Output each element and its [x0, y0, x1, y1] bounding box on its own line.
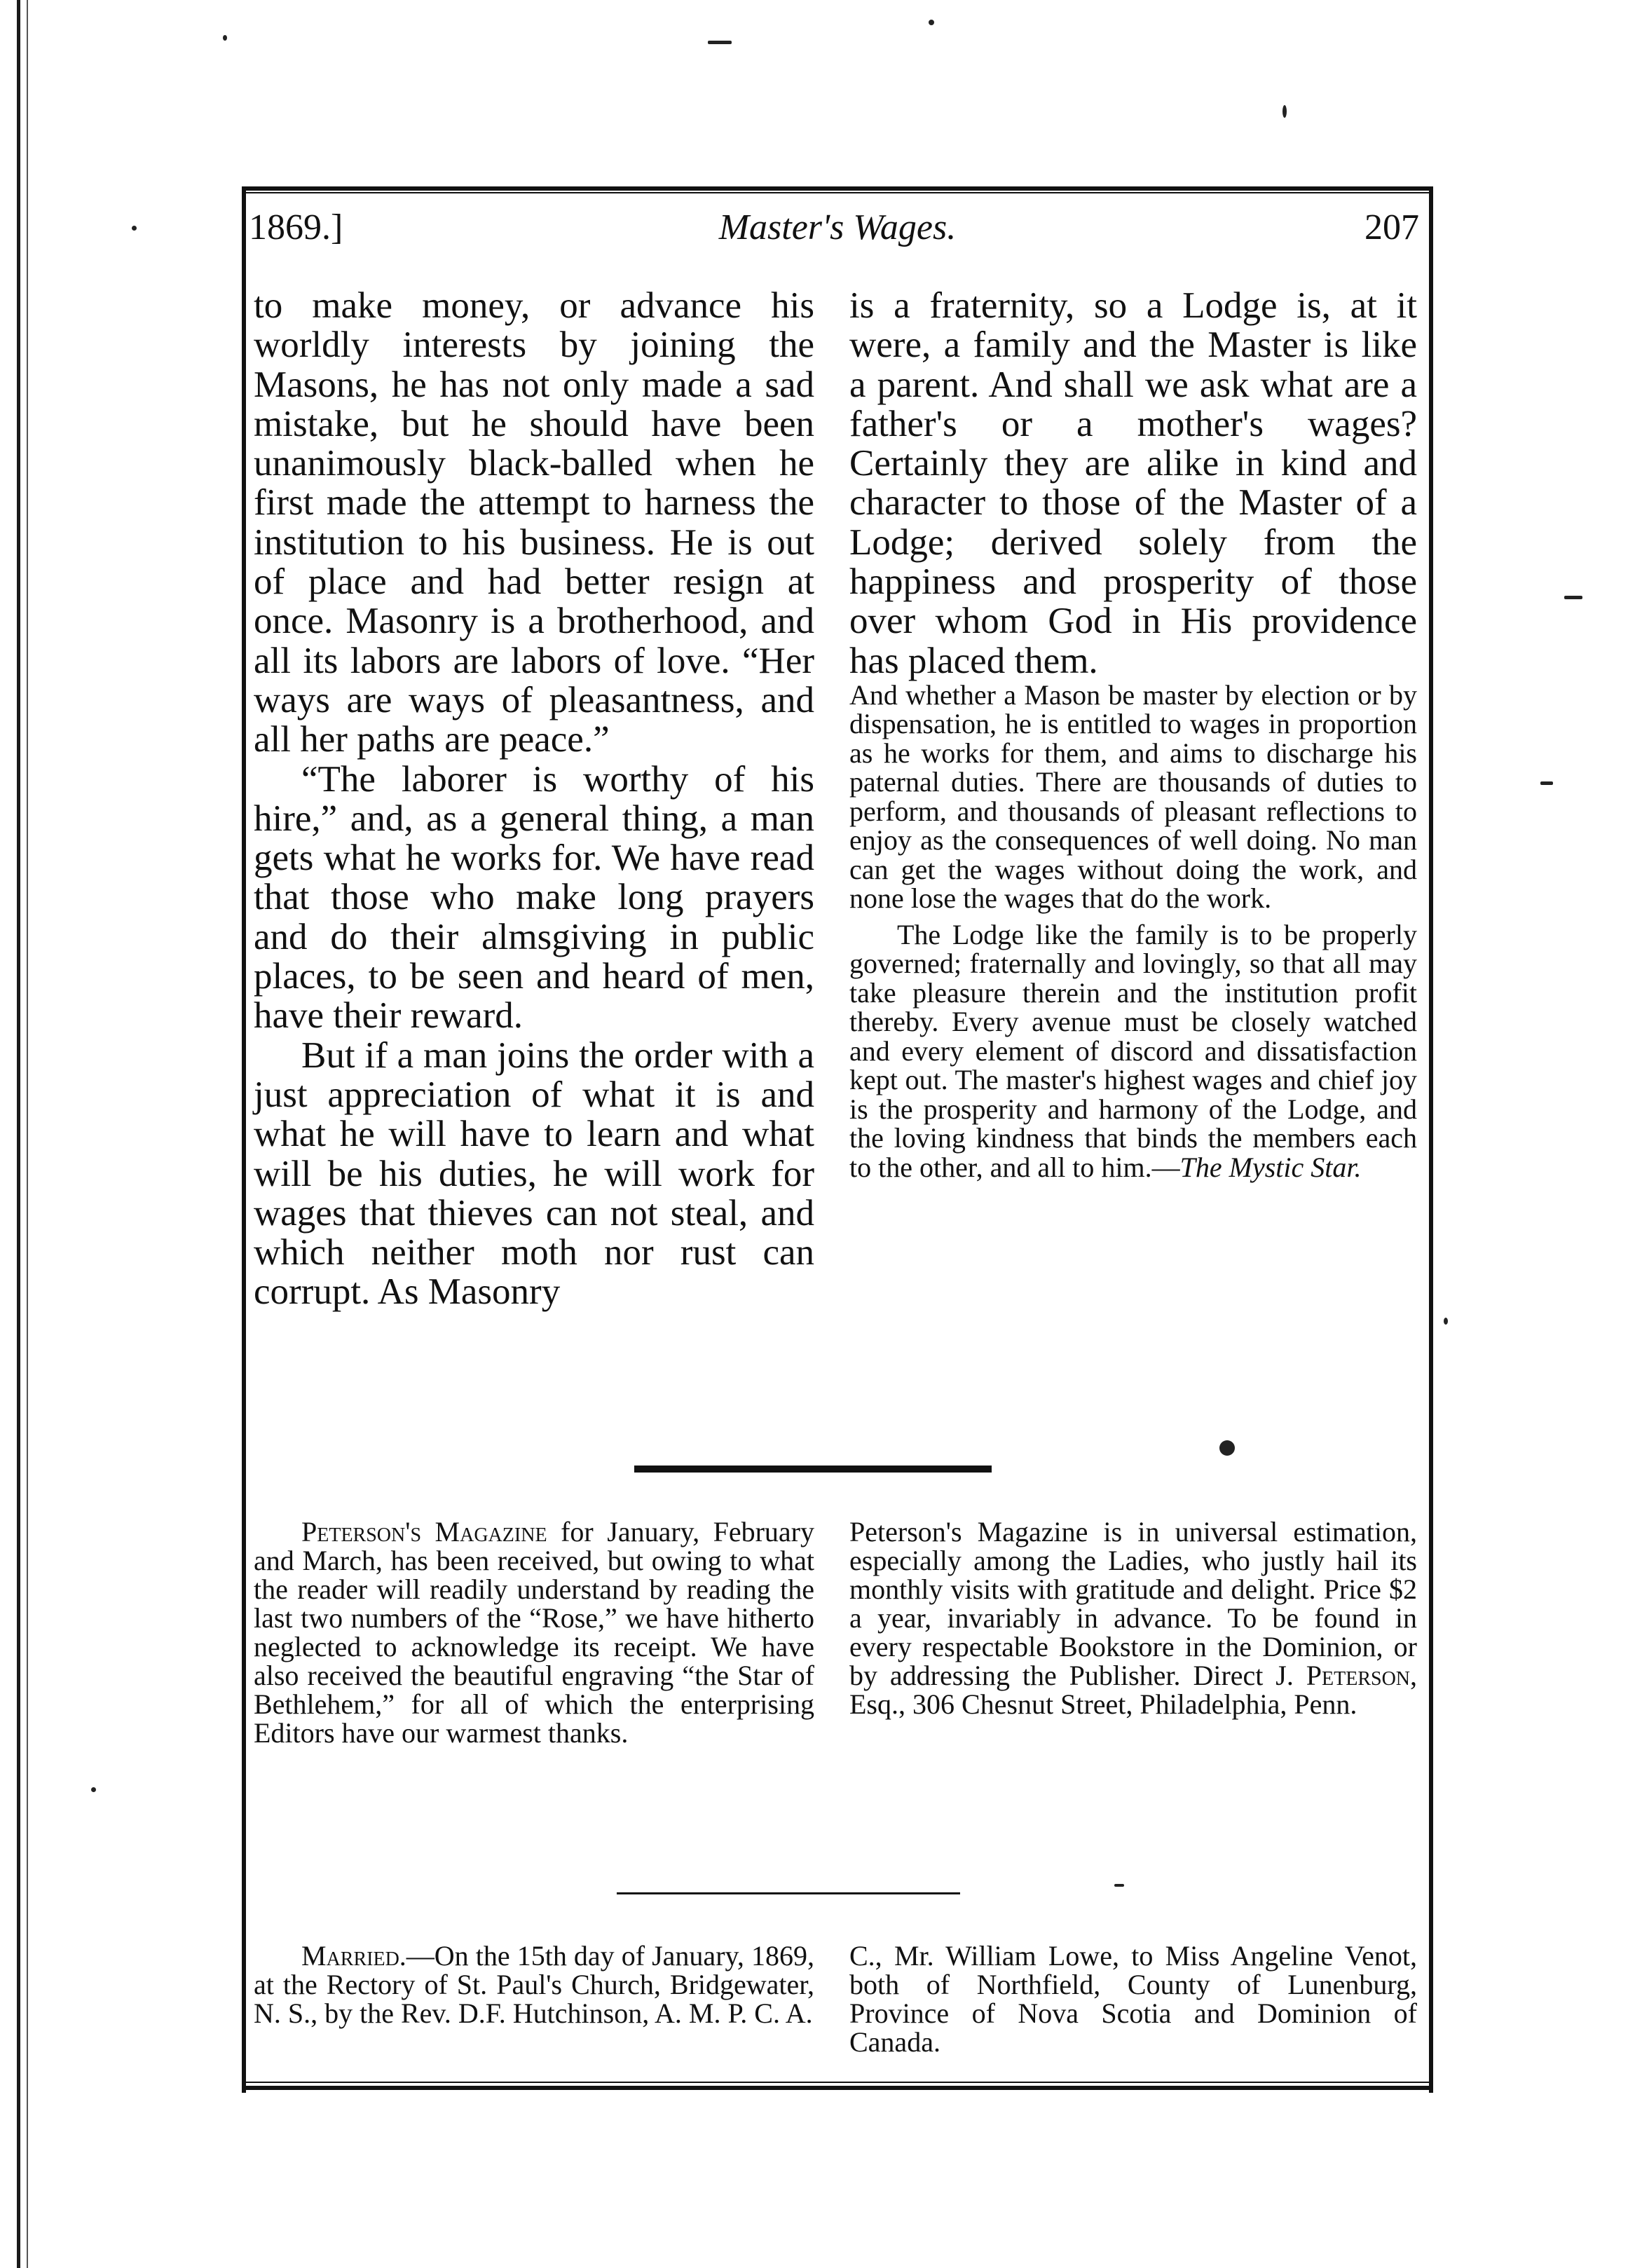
notice-paragraph: C., Mr. William Lowe, to Miss Angeline Venot, both of Northfield, County of Lunenburg, Province of Nova Scotia and Dominion of Canada.: [849, 1940, 1417, 2058]
marriage-notice-right: [849, 1941, 1417, 2056]
page-gutter-edge-inner: [27, 0, 28, 2268]
notice-paragraph: [254, 1941, 814, 2028]
section-divider: [617, 1892, 960, 1894]
article-paragraph: And whether a Mason be master by election or by dispensation, he is entitled to wages in proportion as he works for them, and aims to discharge his paternal duties. There are thousands of duties to perform, and thousands of pleasant reflections to enjoy as the consequences of well doing. No man can get the wages without doing the work, and none lose the wages that do the work.: [849, 678, 1417, 915]
notice-paragraph: [849, 1517, 1417, 1719]
header-year: 1869.]: [249, 207, 343, 247]
scan-speck: [1564, 596, 1582, 599]
article-paragraph: But if a man joins the order with a just appreciation of what it is and what he will have to learn and what will be his duties, he will work for wages that thieves can not steal, and which neither moth nor rust can corrupt. As Masonry: [254, 1034, 814, 1313]
page-number: 207: [1364, 207, 1419, 247]
article-paragraph: [849, 920, 1417, 1182]
article-left-column: [254, 286, 814, 1312]
scan-speck: [91, 1787, 96, 1792]
scan-speck: [1282, 105, 1287, 118]
article-source: The Mystic Star.: [1179, 1151, 1362, 1183]
notice-text: , Esq., 306 Chesnut Street, Philadelphia, Penn.: [849, 1660, 1418, 1720]
source-dash: —: [1151, 1151, 1180, 1183]
notice-text: —On the 15th day of January, 1869, at the Rectory of St. Paul's Church, Bridgewater, N. S., by the Rev. D.F. Hutchinson, A. M. P. C. A.: [254, 1940, 814, 2029]
header-title: Master's Wages.: [718, 207, 957, 247]
article-paragraph-text: The Lodge like the family is to be properly governed; fraternally and lovingly, so that all may take pleasure therein and the institution profit thereby. Every avenue must be closely watched and every element of discord and dissatisfaction kept out. The master's highest wages and chief joy is the prosperity and harmony of the Lodge, and the loving kindness that binds the members each to the other, and all to him.: [849, 918, 1417, 1183]
section-divider: [634, 1466, 992, 1473]
notice-text: for January, February and March, has been received, but owing to what the reader will readily understand by reading the last two numbers of the “Rose,” we have hitherto neglected to acknowledge its receipt. We have also received the beautiful engraving “the Star of Bethlehem,” for all of which the enterprising Editors have our warmest thanks.: [254, 1516, 814, 1749]
notice-lead: Married.: [301, 1940, 406, 1972]
article-right-column: [849, 286, 1417, 1182]
peterson-notice-right: [849, 1517, 1417, 1719]
article-paragraph: is a fraternity, so a Lodge is, at it were, a family and the Master is like a parent. And shall we ask what are a father's or a mother's wages? Certainly they are alike in kind and character to those of the Master of a Lodge; derived solely from the happiness and prosperity of those over whom God in His providence has placed them.: [849, 285, 1417, 681]
peterson-notice-left: [254, 1517, 814, 1747]
page-gutter-edge: [17, 0, 20, 2268]
notice-lead: Peterson's Magazine: [301, 1516, 547, 1548]
scan-speck: [1540, 781, 1553, 785]
scan-speck: [1444, 1318, 1448, 1325]
scan-speck: [223, 35, 227, 41]
running-head: [249, 207, 1426, 263]
scan-speck: [132, 226, 137, 231]
publisher-name: Peterson: [1306, 1660, 1411, 1691]
frame-bottom-rule: [242, 2082, 1433, 2090]
marriage-notice-left: [254, 1941, 814, 2028]
article-paragraph: to make money, or advance his worldly interests by joining the Masons, he has not only made a sad mistake, but he should have been unanimously black-balled when he first made the attempt to harness the institution to his business. He is out of place and had better resign at once. Masonry is a brotherhood, and all its labors are labors of love. “Her ways are ways of pleasantness, and all her paths are peace.”: [254, 285, 814, 760]
notice-text: Peterson's Magazine is in universal estimation, especially among the Ladies, who justly hail its monthly visits with gratitude and delight. Price $2 a year, invariably in advance. To be found in every respectable Bookstore in the Dominion, or by addressing the Publisher. Direct J.: [849, 1516, 1417, 1691]
scan-speck: [708, 41, 732, 44]
scan-speck: [929, 20, 934, 25]
article-paragraph: “The laborer is worthy of his hire,” and, as a general thing, a man gets what he works for. We have read that those who make long prayers and do their almsgiving in public places, to be seen and heard of men, have their reward.: [254, 758, 814, 1037]
notice-paragraph: [254, 1517, 814, 1747]
